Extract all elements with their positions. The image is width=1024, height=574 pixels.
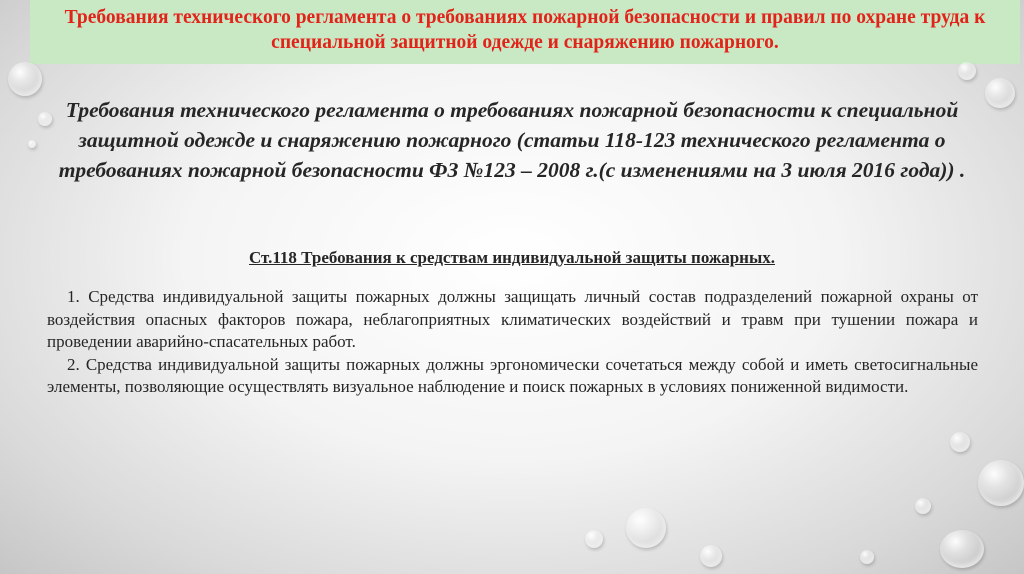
- water-drop-decoration: [915, 498, 931, 514]
- water-drop-decoration: [958, 62, 976, 80]
- header-title: Требования технического регламента о требованиях пожарной безопасности и правил по охране труда к специальной защитной одежде и снаряжению пожарного.: [64, 7, 986, 53]
- paragraph-1: 1. Средства индивидуальной защиты пожарных должны защищать личный состав подразделений пожарной охраны от воздействия опасных факторов пожара, неблагоприятных климатических воздействий и травм при тушении пожара и проведении аварийно-спасательных работ.: [47, 287, 978, 351]
- water-drop-decoration: [860, 550, 874, 564]
- header-band: [30, 0, 1020, 64]
- water-drop-decoration: [8, 62, 42, 96]
- water-drop-decoration: [38, 112, 52, 126]
- water-drop-decoration: [585, 530, 603, 548]
- water-drop-decoration: [985, 78, 1015, 108]
- article-heading: [40, 247, 984, 269]
- water-drop-decoration: [700, 545, 722, 567]
- article-heading-text: Ст.118 Требования к средствам индивидуальной защиты пожарных.: [249, 248, 775, 267]
- body-text: [47, 286, 978, 399]
- water-drop-decoration: [28, 140, 36, 148]
- subtitle: Требования технического регламента о требованиях пожарной безопасности к специальной защитной одежде и снаряжению пожарного (статьи 118-123 технического регламента о требованиях пожарной безопасности ФЗ №123 – 2008 г.(с изменениями на 3 июля 2016 года)) .: [58, 98, 966, 182]
- paragraph-2: 2. Средства индивидуальной защиты пожарных должны эргономически сочетаться между собой и иметь светосигнальные элементы, позволяющие осуществлять визуальное наблюдение и поиск пожарных в условиях пониженной видимости.: [47, 354, 978, 396]
- water-drop-decoration: [626, 508, 666, 548]
- water-drop-decoration: [950, 432, 970, 452]
- water-drop-decoration: [978, 460, 1024, 506]
- water-drop-decoration: [940, 530, 984, 568]
